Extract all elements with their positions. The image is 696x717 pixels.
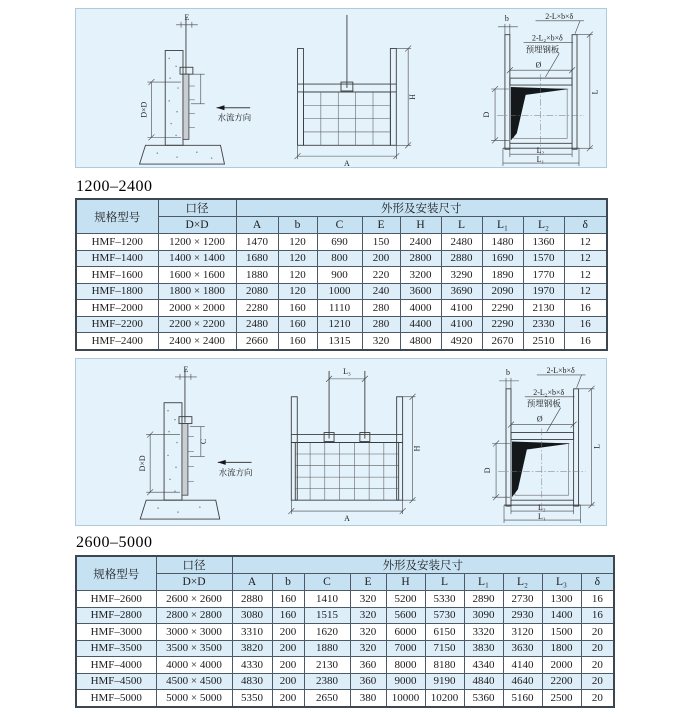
dimension-cell: 3600 — [400, 283, 441, 300]
embedded-plate-label: 预埋钢板 — [525, 45, 560, 55]
gate-grid — [295, 442, 398, 500]
dimension-cell: 2380 — [304, 673, 350, 690]
col-header-dimensions: 外形及安装尺寸 — [236, 199, 607, 217]
dimension-cell: 2880 — [441, 250, 482, 267]
dimension-cell: 4920 — [441, 333, 482, 350]
dimension-cell: 16 — [564, 300, 607, 317]
dimension-cell: 690 — [317, 234, 362, 251]
dim-label-l2: L₂ — [536, 146, 545, 156]
front-view — [288, 367, 421, 523]
dimension-cell: 1000 — [317, 283, 362, 300]
dimension-cell: 3630 — [503, 640, 542, 657]
model-cell: HMF–2200 — [76, 316, 158, 333]
spec-table-1200-2400 — [75, 198, 608, 351]
dimension-cell: 3080 — [232, 607, 272, 624]
model-cell: HMF–5000 — [76, 690, 156, 707]
dimension-cell: 20 — [581, 657, 614, 674]
dimension-cell: 150 — [362, 234, 400, 251]
dimension-cell: 2400 — [400, 234, 441, 251]
table-row — [76, 333, 607, 350]
embedded-plate-left — [506, 389, 511, 506]
table-row — [76, 234, 607, 251]
dimension-cell: 3090 — [464, 607, 503, 624]
dimension-cell: 1110 — [317, 300, 362, 317]
model-cell: HMF–3000 — [76, 624, 156, 641]
dimension-cell: 240 — [362, 283, 400, 300]
table-row — [76, 640, 614, 657]
dim-label-b: b — [504, 13, 509, 23]
dimension-cell: 1480 — [482, 234, 523, 251]
col-header-diameter: 口径 — [156, 556, 232, 574]
seal-wedge — [511, 87, 569, 140]
dimension-cell: 16 — [564, 316, 607, 333]
dimension-cell: 200 — [272, 690, 304, 707]
dimension-cell: 120 — [278, 250, 317, 267]
dimension-cell: 2080 — [236, 283, 278, 300]
model-cell: HMF–2000 — [76, 300, 158, 317]
dimension-cell: 4330 — [232, 657, 272, 674]
dimension-cell: 120 — [278, 234, 317, 251]
dimension-cell: 9000 — [386, 673, 425, 690]
dimension-cell: 5360 — [464, 690, 503, 707]
col-header-L2: L₂ — [503, 574, 542, 591]
dimension-cell: 12 — [564, 234, 607, 251]
side-view — [138, 365, 252, 519]
dimension-cell: 4400 — [400, 316, 441, 333]
col-header-L1: L₁ — [482, 217, 523, 234]
dimension-cell: 1620 — [304, 624, 350, 641]
dimension-cell: 160 — [272, 607, 304, 624]
diameter-cell: 1800 × 1800 — [158, 283, 236, 300]
dimension-cell: 380 — [350, 690, 386, 707]
dim-label-dxd: D×D — [138, 455, 148, 472]
col-header-b: b — [272, 574, 304, 591]
col-header-model: 规格型号 — [76, 199, 158, 234]
flow-arrow — [217, 105, 225, 110]
dimension-cell: 3200 — [400, 267, 441, 284]
col-header-A: A — [236, 217, 278, 234]
dimension-cell: 9190 — [425, 673, 464, 690]
dimension-cell: 2290 — [482, 316, 523, 333]
embedded-plate-right — [572, 35, 577, 150]
dimension-cell: 1210 — [317, 316, 362, 333]
dimension-cell: 1470 — [236, 234, 278, 251]
side-view — [139, 13, 251, 164]
dimension-cell: 2000 — [542, 657, 581, 674]
embedded-plate-label: 预埋钢板 — [526, 398, 561, 409]
dimension-cell: 10000 — [386, 690, 425, 707]
spec-table-2600-5000 — [75, 555, 615, 708]
dim-label-l1: L₁ — [537, 512, 546, 522]
dimension-cell: 5200 — [386, 591, 425, 608]
dim-label-d: D — [483, 467, 493, 474]
dimension-cell: 1410 — [304, 591, 350, 608]
dim-label-dxd: D×D — [139, 101, 149, 118]
col-header-H: H — [400, 217, 441, 234]
dimension-cell: 20 — [581, 640, 614, 657]
dimension-cell: 2090 — [482, 283, 523, 300]
footing — [140, 145, 225, 164]
dimension-cell: 1360 — [523, 234, 564, 251]
dimension-cell: 6150 — [425, 624, 464, 641]
col-header-delta: δ — [564, 217, 607, 234]
dimension-cell: 2480 — [441, 234, 482, 251]
dimension-cell: 320 — [350, 640, 386, 657]
frame-view — [482, 12, 600, 166]
dimension-cell: 4100 — [441, 316, 482, 333]
dimension-cell: 2280 — [236, 300, 278, 317]
dim-label-e: E — [183, 364, 189, 374]
dimension-cell: 1880 — [236, 267, 278, 284]
table-row — [76, 690, 614, 707]
diameter-cell: 3500 × 3500 — [156, 640, 232, 657]
gate-plate — [183, 74, 189, 139]
dimension-cell: 4000 — [400, 300, 441, 317]
dimension-cell: 2330 — [523, 316, 564, 333]
model-cell: HMF–1800 — [76, 283, 158, 300]
dimension-cell: 160 — [278, 300, 317, 317]
diagram-panel-2600-5000 — [75, 358, 607, 526]
bolt-spec-inner-label: 2-L₂×b×δ — [533, 387, 565, 397]
bolt-spec-outer-label: 2-L×b×δ — [545, 11, 574, 21]
diameter-cell: 5000 × 5000 — [156, 690, 232, 707]
table-row — [76, 591, 614, 608]
guide-channel-right — [397, 397, 403, 500]
dimension-cell: 360 — [350, 657, 386, 674]
dimension-cell: 2800 — [400, 250, 441, 267]
diameter-cell: 4500 × 4500 — [156, 673, 232, 690]
col-header-E: E — [350, 574, 386, 591]
dimension-cell: 4830 — [232, 673, 272, 690]
table-row — [76, 607, 614, 624]
col-header-dxd: D×D — [156, 574, 232, 591]
dimension-cell: 1400 — [542, 607, 581, 624]
dimension-cell: 4800 — [400, 333, 441, 350]
dimension-cell: 280 — [362, 300, 400, 317]
dimension-cell: 5160 — [503, 690, 542, 707]
concrete-wall — [165, 50, 183, 145]
section-title-2600-5000: 2600–5000 — [76, 534, 153, 551]
dimension-cell: 3690 — [441, 283, 482, 300]
engineering-drawing-1200-2400 — [76, 9, 606, 167]
dimension-cell: 4100 — [441, 300, 482, 317]
dimension-cell: 2670 — [482, 333, 523, 350]
dimension-cell: 3820 — [232, 640, 272, 657]
dimension-cell: 16 — [581, 607, 614, 624]
col-header-dxd: D×D — [158, 217, 236, 234]
dimension-cell: 1680 — [236, 250, 278, 267]
dimension-cell: 7150 — [425, 640, 464, 657]
dimension-cell: 160 — [278, 333, 317, 350]
dimension-cell: 4340 — [464, 657, 503, 674]
dimension-cell: 8000 — [386, 657, 425, 674]
guide-channel-left — [298, 49, 304, 146]
dimension-cell: 20 — [581, 624, 614, 641]
dimension-cell: 2930 — [503, 607, 542, 624]
dimension-cell: 2200 — [542, 673, 581, 690]
diameter-cell: 2000 × 2000 — [158, 300, 236, 317]
table-row — [76, 250, 607, 267]
dimension-cell: 160 — [272, 591, 304, 608]
dim-label-c: C — [198, 438, 208, 445]
embedded-plate-right — [574, 389, 579, 506]
top-beam — [511, 433, 574, 440]
table-row — [76, 267, 607, 284]
dimension-cell: 200 — [272, 640, 304, 657]
dimension-cell: 2510 — [523, 333, 564, 350]
section-title-1200-2400: 1200–2400 — [76, 178, 153, 195]
dimension-cell: 7000 — [386, 640, 425, 657]
dimension-cell: 1315 — [317, 333, 362, 350]
col-header-L: L — [425, 574, 464, 591]
dimension-cell: 12 — [564, 267, 607, 284]
dimension-cell: 1770 — [523, 267, 564, 284]
dim-label-l3: L₃ — [343, 366, 351, 376]
diameter-cell: 2400 × 2400 — [158, 333, 236, 350]
bolt-spec-inner-label: 2-L₂×b×δ — [532, 33, 563, 43]
dimension-cell: 3320 — [464, 624, 503, 641]
table-row — [76, 300, 607, 317]
gate-plate — [182, 424, 188, 496]
dim-label-l: L — [590, 89, 600, 95]
embedded-plate-left — [505, 35, 510, 150]
diameter-cell: 2600 × 2600 — [156, 591, 232, 608]
col-header-diameter: 口径 — [158, 199, 236, 217]
col-header-dimensions: 外形及安装尺寸 — [232, 556, 614, 574]
col-header-H: H — [386, 574, 425, 591]
dimension-cell: 200 — [272, 657, 304, 674]
dim-label-h: H — [408, 94, 418, 100]
bolt-spec-outer-label: 2-L×b×δ — [546, 365, 575, 375]
dimension-cell: 900 — [317, 267, 362, 284]
table-row — [76, 673, 614, 690]
dimension-cell: 10200 — [425, 690, 464, 707]
dimension-cell: 360 — [350, 673, 386, 690]
diameter-cell: 2800 × 2800 — [156, 607, 232, 624]
flow-direction-label: 水流方向 — [217, 113, 252, 123]
col-header-b: b — [278, 217, 317, 234]
dimension-cell: 320 — [350, 624, 386, 641]
flow-arrow — [218, 460, 226, 465]
dimension-cell: 5730 — [425, 607, 464, 624]
dimension-cell: 12 — [564, 283, 607, 300]
table-row — [76, 657, 614, 674]
dimension-cell: 320 — [350, 591, 386, 608]
dimension-cell: 2480 — [236, 316, 278, 333]
dimension-cell: 2650 — [304, 690, 350, 707]
col-header-A: A — [232, 574, 272, 591]
col-header-C: C — [304, 574, 350, 591]
dimension-cell: 3310 — [232, 624, 272, 641]
phi-label: Ø — [536, 414, 543, 424]
dimension-cell: 1570 — [523, 250, 564, 267]
dimension-cell: 2890 — [464, 591, 503, 608]
dimension-cell: 1690 — [482, 250, 523, 267]
dimension-cell: 6000 — [386, 624, 425, 641]
diameter-cell: 1600 × 1600 — [158, 267, 236, 284]
seal-wedge — [512, 442, 571, 498]
dimension-cell: 1800 — [542, 640, 581, 657]
dimension-cell: 1500 — [542, 624, 581, 641]
dimension-cell: 20 — [581, 690, 614, 707]
model-cell: HMF–4500 — [76, 673, 156, 690]
engineering-drawing-2600-5000 — [76, 359, 606, 525]
diameter-cell: 2200 × 2200 — [158, 316, 236, 333]
model-cell: HMF–1600 — [76, 267, 158, 284]
dimension-cell: 3120 — [503, 624, 542, 641]
table-row — [76, 316, 607, 333]
dim-label-l2: L₂ — [537, 503, 546, 513]
diameter-cell: 1200 × 1200 — [158, 234, 236, 251]
dimension-cell: 12 — [564, 250, 607, 267]
col-header-E: E — [362, 217, 400, 234]
dimension-cell: 16 — [564, 333, 607, 350]
guide-channel-right — [390, 49, 396, 146]
dimension-cell: 1515 — [304, 607, 350, 624]
dimension-cell: 320 — [362, 333, 400, 350]
dimension-cell: 800 — [317, 250, 362, 267]
model-cell: HMF–1400 — [76, 250, 158, 267]
col-header-L3: L₃ — [542, 574, 581, 591]
diameter-cell: 3000 × 3000 — [156, 624, 232, 641]
dim-label-l1: L₁ — [536, 155, 545, 165]
dimension-cell: 120 — [278, 267, 317, 284]
col-header-delta: δ — [581, 574, 614, 591]
dimension-cell: 200 — [362, 250, 400, 267]
dimension-cell: 2880 — [232, 591, 272, 608]
dimension-cell: 5350 — [232, 690, 272, 707]
dimension-cell: 120 — [278, 283, 317, 300]
col-header-L1: L₁ — [464, 574, 503, 591]
col-header-model: 规格型号 — [76, 556, 156, 591]
footing — [140, 500, 220, 519]
guide-channel-left — [291, 397, 297, 500]
table-row — [76, 283, 607, 300]
dim-label-e: E — [184, 12, 190, 22]
dimension-cell: 2290 — [482, 300, 523, 317]
dimension-cell: 4640 — [503, 673, 542, 690]
model-cell: HMF–1200 — [76, 234, 158, 251]
dimension-cell: 2130 — [523, 300, 564, 317]
model-cell: HMF–4000 — [76, 657, 156, 674]
frame-view — [483, 366, 601, 523]
dimension-cell: 8180 — [425, 657, 464, 674]
dimension-cell: 3290 — [441, 267, 482, 284]
dim-label-a: A — [344, 159, 350, 167]
col-header-L: L — [441, 217, 482, 234]
dimension-cell: 5600 — [386, 607, 425, 624]
dim-label-a: A — [344, 514, 350, 524]
dimension-cell: 20 — [581, 673, 614, 690]
dimension-cell: 2660 — [236, 333, 278, 350]
dim-label-b: b — [506, 367, 510, 377]
dimension-cell: 2130 — [304, 657, 350, 674]
top-beam — [510, 78, 572, 85]
stem-bracket — [180, 67, 193, 74]
stem-bracket — [179, 417, 192, 424]
col-header-L2: L₂ — [523, 217, 564, 234]
dimension-cell: 1880 — [304, 640, 350, 657]
front-view — [295, 15, 417, 167]
col-header-C: C — [317, 217, 362, 234]
model-cell: HMF–2400 — [76, 333, 158, 350]
dim-label-h: H — [412, 445, 422, 452]
table-row — [76, 624, 614, 641]
model-cell: HMF–2800 — [76, 607, 156, 624]
model-cell: HMF–3500 — [76, 640, 156, 657]
dimension-cell: 220 — [362, 267, 400, 284]
dimension-cell: 1890 — [482, 267, 523, 284]
dimension-cell: 4840 — [464, 673, 503, 690]
dimension-cell: 2730 — [503, 591, 542, 608]
dimension-cell: 1300 — [542, 591, 581, 608]
dimension-cell: 200 — [272, 673, 304, 690]
dimension-cell: 200 — [272, 624, 304, 641]
dimension-cell: 2500 — [542, 690, 581, 707]
dimension-cell: 3830 — [464, 640, 503, 657]
dim-label-l: L — [592, 444, 602, 449]
diameter-cell: 4000 × 4000 — [156, 657, 232, 674]
diameter-cell: 1400 × 1400 — [158, 250, 236, 267]
model-cell: HMF–2600 — [76, 591, 156, 608]
dimension-cell: 320 — [350, 607, 386, 624]
dimension-cell: 280 — [362, 316, 400, 333]
diagram-panel-1200-2400 — [75, 8, 607, 168]
flow-direction-label: 水流方向 — [218, 467, 253, 478]
dimension-cell: 16 — [581, 591, 614, 608]
dimension-cell: 1970 — [523, 283, 564, 300]
dimension-cell: 4140 — [503, 657, 542, 674]
dimension-cell: 5330 — [425, 591, 464, 608]
dim-label-d: D — [482, 111, 492, 118]
dimension-cell: 160 — [278, 316, 317, 333]
phi-label: Ø — [535, 60, 542, 70]
